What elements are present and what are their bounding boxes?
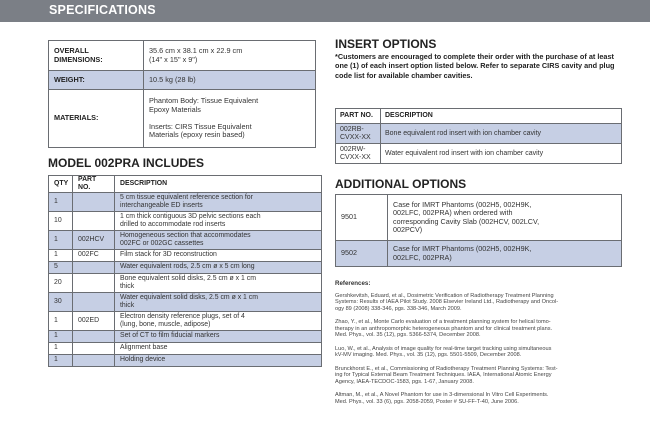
additional-options-heading: ADDITIONAL OPTIONS <box>335 177 467 191</box>
description-cell: 5 cm tissue equivalent reference section for interchangeable ED inserts <box>115 192 322 211</box>
qty-cell: 1 <box>49 249 73 261</box>
column-header: QTY <box>49 176 73 193</box>
table-row <box>49 342 322 354</box>
description-cell: Bone equivalent rod insert with ion chamber cavity <box>381 124 622 144</box>
reference-item: Luo, W., et al., Analysis of image quality for real-time target tracking using simultaneous kV-MV imaging. Med. Phys., vol. 35 (12), pgs. 5501-5509, December 2008. <box>335 345 552 358</box>
column-header: PART NO. <box>336 109 381 124</box>
table-row <box>49 311 322 330</box>
reference-item: Brunckhorst E., et al., Commissioning of Radiotherapy Treatment Planning Systems: Test- ing for Typical External Beam Treatment Techniques. IAEA, International Atomic Energy Agency, IAEA-TECDOC-1583, pgs. 1-67, January 2008. <box>335 365 558 385</box>
spec-label: OVERALL DIMENSIONS: <box>49 41 144 71</box>
model-includes-heading: MODEL 002PRA INCLUDES <box>48 156 205 170</box>
spec-row-dimensions <box>49 41 316 71</box>
table-row <box>336 195 622 241</box>
insert-options-table <box>335 108 622 164</box>
part-number-cell <box>73 354 115 366</box>
qty-cell: 1 <box>49 311 73 330</box>
part-number-cell: 002RW- CVXX-XX <box>336 144 381 164</box>
description-cell: Homogeneous section that accommodates 002FC or 002GC cassettes <box>115 230 322 249</box>
additional-options-table <box>335 194 622 267</box>
table-row <box>49 211 322 230</box>
part-number-cell: 002HCV <box>73 230 115 249</box>
model-includes-table <box>48 175 322 367</box>
description-cell: Holding device <box>115 354 322 366</box>
table-row <box>49 354 322 366</box>
part-number-cell <box>73 342 115 354</box>
description-cell: Alignment base <box>115 342 322 354</box>
table-row <box>49 330 322 342</box>
spec-label: MATERIALS: <box>49 90 144 148</box>
spec-label: WEIGHT: <box>49 71 144 90</box>
table-row <box>49 273 322 292</box>
reference-item: Zhao, Y., et al., Monte Carlo evaluation of a treatment planning system for helical tomo- therapy in an anthropomorphic heterogeneous phantom and for clinical treatment plans. Med. Phys., vol. 35 (12), pgs. 5366-5374, December 2008. <box>335 319 553 338</box>
description-cell: Electron density reference plugs, set of 4 (lung, bone, muscle, adipose) <box>115 311 322 330</box>
qty-cell: 1 <box>49 230 73 249</box>
table-header-row <box>49 176 322 193</box>
table-row <box>49 230 322 249</box>
description-cell: Case for IMRT Phantoms (002H5, 002H9K, 002LFC, 002PRA) when ordered with corresponding Cavity Slab (002HCV, 002LCV, 002PCV) <box>388 195 622 241</box>
qty-cell: 5 <box>49 261 73 273</box>
spec-value: 35.6 cm x 38.1 cm x 22.9 cm (14" x 15" x 9") <box>144 41 316 71</box>
description-cell: 1 cm thick contiguous 3D pelvic sections each drilled to accommodate rod inserts <box>115 211 322 230</box>
insert-options-heading: INSERT OPTIONS <box>335 37 437 51</box>
reference-item: Gershkevitsh, Eduard, et al., Dosimetric Verification of Radiotherapy Treatment Planning Systems: Results of IAEA Pilot Study. 2008 Elsevier Ireland Ltd., Radiotherapy and Oncol- ogy 89 (2008) 338-346, pgs. 338-346, March 2009. <box>335 292 559 312</box>
part-number-cell: 9501 <box>336 195 388 241</box>
description-cell: Water equivalent solid disks, 2.5 cm ø x 1 cm thick <box>115 292 322 311</box>
part-number-cell <box>73 211 115 230</box>
specifications-banner <box>0 0 650 22</box>
spec-value: Phantom Body: Tissue Equivalent Epoxy Materials Inserts: CIRS Tissue Equivalent Materials (epoxy resin based) <box>144 90 316 148</box>
part-number-cell: 002ED <box>73 311 115 330</box>
column-header: PART NO. <box>73 176 115 193</box>
table-row <box>49 192 322 211</box>
reference-item: Altman, M., et al., A Novel Phantom for use in 3-dimensional In Vitro Cell Experiments. Med. Phys., vol. 33 (6), pgs. 2058-2059, Poster # SU-FF-T-40, June 2006. <box>335 392 549 405</box>
part-number-cell: 9502 <box>336 241 388 267</box>
part-number-cell: 002RB- CVXX-XX <box>336 124 381 144</box>
table-row <box>336 144 622 164</box>
qty-cell: 1 <box>49 354 73 366</box>
column-header: DESCRIPTION <box>381 109 622 124</box>
description-cell: Water equivalent rods, 2.5 cm ø x 5 cm long <box>115 261 322 273</box>
insert-options-note: *Customers are encouraged to complete their order with the purchase of at least one (1) of each insert option listed below. Refer to separate CIRS cavity and plug code list for available chamber cavities. <box>335 52 615 80</box>
qty-cell: 1 <box>49 330 73 342</box>
qty-cell: 1 <box>49 342 73 354</box>
spec-row-materials <box>49 90 316 148</box>
part-number-cell <box>73 261 115 273</box>
qty-cell: 20 <box>49 273 73 292</box>
references-section <box>335 281 627 412</box>
part-number-cell <box>73 330 115 342</box>
column-header: DESCRIPTION <box>115 176 322 193</box>
description-cell: Bone equivalent solid disks, 2.5 cm ø x 1 cm thick <box>115 273 322 292</box>
table-row <box>336 124 622 144</box>
model-includes-body <box>49 192 322 366</box>
specifications-table <box>48 40 316 148</box>
banner-title: SPECIFICATIONS <box>49 3 156 17</box>
references-heading: References: <box>335 280 371 287</box>
spec-row-weight <box>49 71 316 90</box>
description-cell: Case for IMRT Phantoms (002H5, 002H9K, 002LFC, 002PRA) <box>388 241 622 267</box>
description-cell: Water equivalent rod insert with ion chamber cavity <box>381 144 622 164</box>
table-row <box>336 241 622 267</box>
part-number-cell <box>73 292 115 311</box>
part-number-cell: 002FC <box>73 249 115 261</box>
spec-value: 10.5 kg (28 lb) <box>144 71 316 90</box>
description-cell: Set of CT to film fiducial markers <box>115 330 322 342</box>
part-number-cell <box>73 273 115 292</box>
part-number-cell <box>73 192 115 211</box>
table-row <box>49 249 322 261</box>
qty-cell: 10 <box>49 211 73 230</box>
table-row <box>49 292 322 311</box>
table-row <box>49 261 322 273</box>
qty-cell: 30 <box>49 292 73 311</box>
table-header-row <box>336 109 622 124</box>
description-cell: Film stack for 3D reconstruction <box>115 249 322 261</box>
qty-cell: 1 <box>49 192 73 211</box>
